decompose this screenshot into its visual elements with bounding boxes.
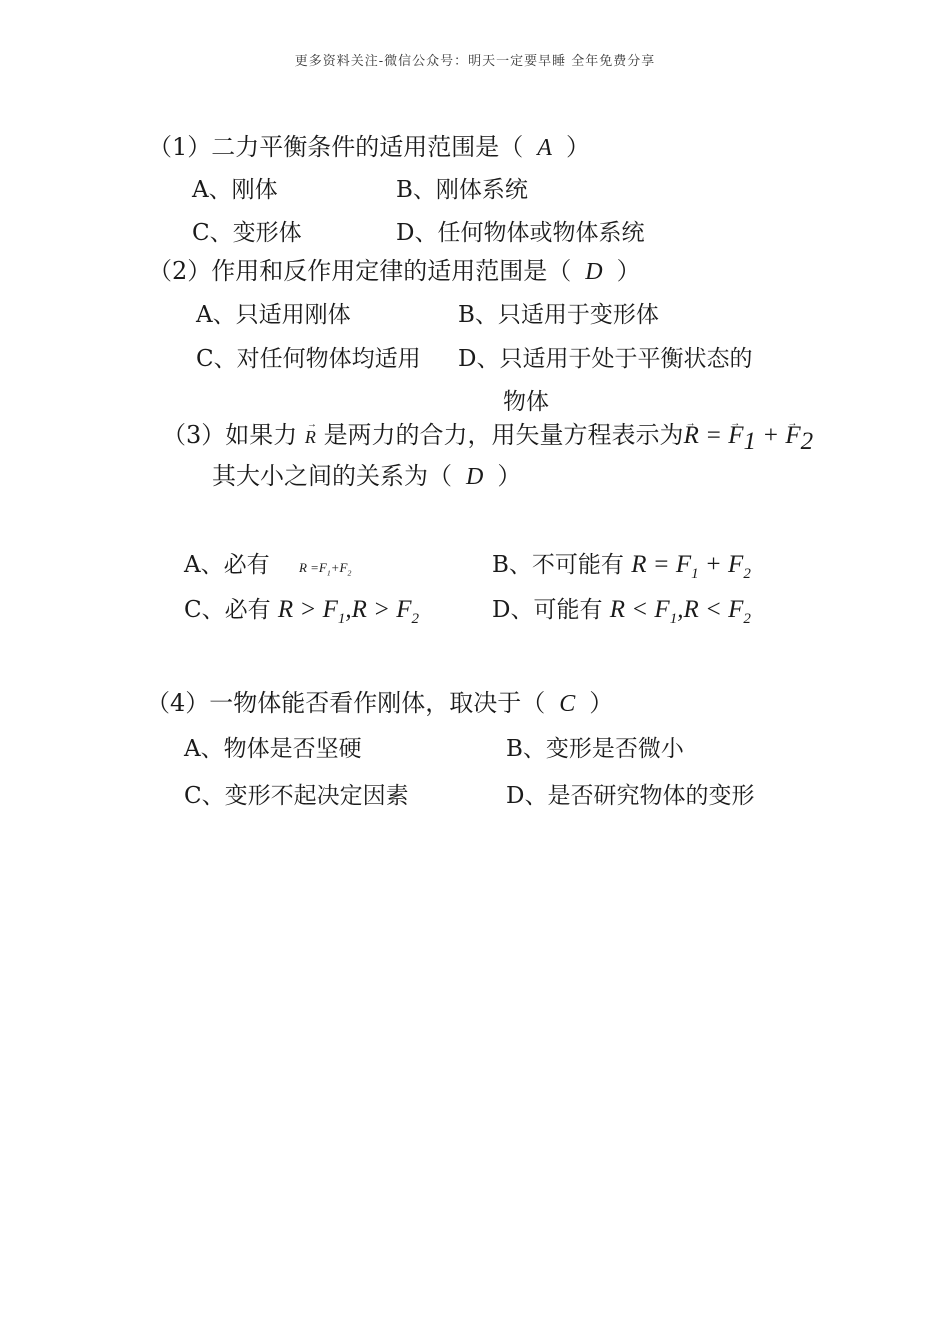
option-d-label: D、可能有 bbox=[492, 597, 603, 623]
equation-sub-1: 1 bbox=[743, 427, 756, 455]
question-1-option-c: C、变形体 bbox=[192, 220, 302, 246]
question-1-option-b: B、刚体系统 bbox=[396, 177, 528, 203]
equation-sub-2: 2 bbox=[800, 427, 814, 455]
question-1-option-d: D、任何物体或物体系统 bbox=[396, 220, 645, 246]
question-3-prefix: （3）如果力 bbox=[162, 421, 298, 449]
question-4-stem bbox=[146, 688, 613, 719]
question-3-answer: D bbox=[466, 464, 484, 490]
equation-r: → R bbox=[684, 421, 699, 451]
question-4-option-d: D、是否研究物体的变形 bbox=[506, 783, 755, 809]
question-4-option-c: C、变形不起决定因素 bbox=[184, 783, 409, 809]
question-1-prefix: （1）二力平衡条件的适用范围是（ bbox=[148, 133, 524, 161]
question-4-prefix: （4）一物体能否看作刚体，取决于（ bbox=[146, 689, 546, 717]
question-2-answer: D bbox=[585, 259, 603, 285]
question-2-suffix: ） bbox=[616, 257, 641, 285]
question-1-answer: A bbox=[537, 135, 552, 161]
question-3-stem-line1 bbox=[162, 420, 813, 457]
question-3-line2-prefix: 其大小之间的关系为（ bbox=[212, 462, 452, 490]
question-4-suffix: ） bbox=[589, 689, 614, 717]
option-b-label: B、不可能有 bbox=[492, 552, 624, 578]
option-c-label: C、必有 bbox=[184, 597, 271, 623]
option-b-math: $R = F_1 + F_2$ bbox=[631, 551, 751, 582]
question-3-suffix: ） bbox=[497, 462, 522, 490]
question-2-option-d-continued: 物体 bbox=[503, 389, 549, 415]
option-c-math: $R > F_1,R > F_2$ bbox=[277, 596, 420, 627]
equation-f2: → F bbox=[785, 421, 800, 451]
question-3-option-b bbox=[492, 550, 751, 589]
question-1-suffix: ） bbox=[565, 133, 590, 161]
option-a-label: A、必有 bbox=[184, 552, 270, 578]
question-2-stem bbox=[148, 256, 641, 287]
resultant-force-symbol: → R bbox=[305, 422, 316, 452]
question-3-stem-line2 bbox=[212, 461, 521, 492]
question-2-option-c: C、对任何物体均适用 bbox=[196, 346, 421, 372]
page-header: 更多资料关注-微信公众号：明天一定要早睡 全年免费分享 bbox=[294, 54, 656, 69]
question-1-option-a: A、刚体 bbox=[192, 177, 278, 203]
question-3-option-d bbox=[492, 595, 751, 634]
question-4-answer: C bbox=[559, 691, 576, 717]
equation-f1: → F bbox=[728, 421, 743, 451]
question-3-option-a bbox=[184, 550, 351, 589]
question-2-prefix: （2）作用和反作用定律的适用范围是（ bbox=[148, 257, 572, 285]
question-2-option-d: D、只适用于处于平衡状态的 bbox=[458, 346, 753, 372]
question-2-option-b: B、只适用于变形体 bbox=[458, 302, 659, 328]
option-d-math: $R < F_1,R < F_2$ bbox=[609, 596, 751, 627]
equation-equals: = bbox=[698, 422, 729, 449]
question-3-mid: 是两力的合力，用矢量方程表示为 bbox=[323, 421, 684, 449]
option-a-math: $R =F_1+F_2$ bbox=[298, 560, 352, 578]
question-4-option-b: B、变形是否微小 bbox=[506, 736, 684, 762]
question-1-stem bbox=[148, 132, 590, 163]
question-4-option-a: A、物体是否坚硬 bbox=[184, 736, 362, 762]
question-3-option-c bbox=[184, 595, 419, 634]
question-2-option-a: A、只适用刚体 bbox=[196, 302, 351, 328]
equation-plus: + bbox=[756, 422, 786, 449]
